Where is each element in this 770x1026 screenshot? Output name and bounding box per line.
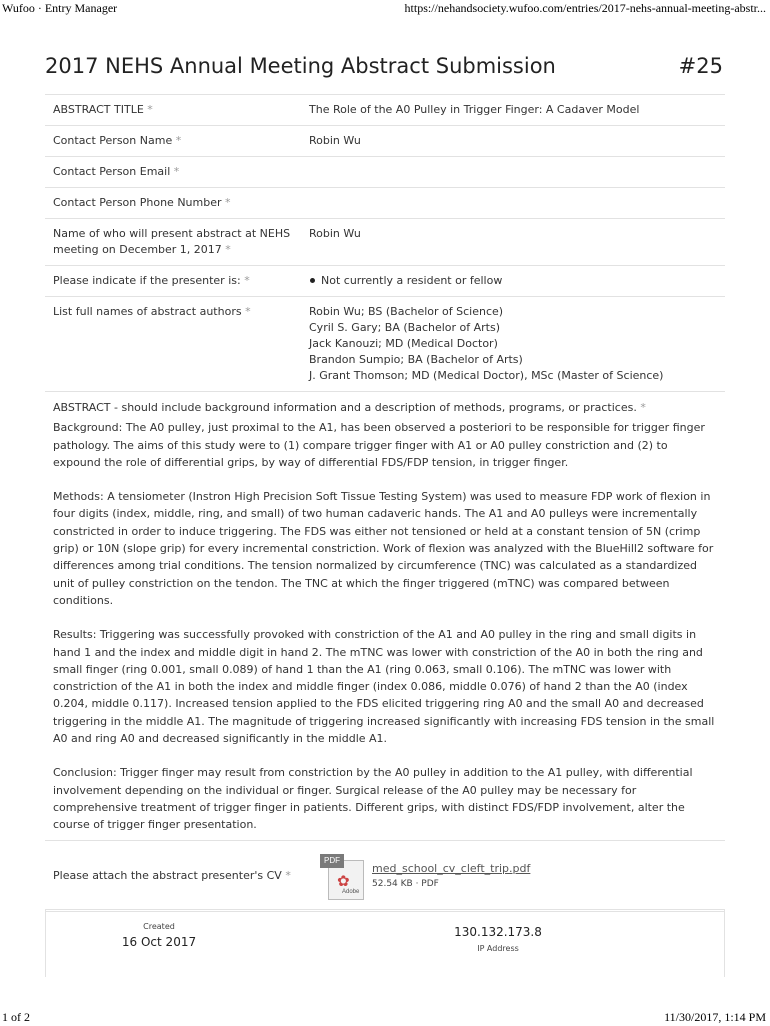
field-label: List full names of abstract authors * — [53, 305, 251, 318]
entry-meta-box — [45, 909, 725, 977]
abstract-label: ABSTRACT - should include background information and a description of methods, programs, or practices. * — [53, 401, 646, 414]
cv-file-link[interactable]: med_school_cv_cleft_trip.pdf — [372, 862, 531, 876]
abstract-paragraph: Results: Triggering was successfully provoked with constriction of the A1 and A0 pulley in the ring and small digits in hand 1 and the index and middle digit in hand 2. The mTNC was lower with constriction of the A0 in both the ring and small finger (ring 0.001, small 0.089) of hand 1 than the A1 (ring 0.063, small 0.106). The mTNC was lower with constriction of the A1 in both the index and middle finger (index 0.086, middle 0.076) of hand 2 than the A0 (index 0.204, middle 0.117). Increased tension applied to the FDS elicited triggering ring A0 and the small A0 and decreased triggering in the middle A1. The magnitude of triggering increased significantly with increasing FDS tension in the small A0 and ring A0 and decreased significantly in the middle A1. — [53, 628, 715, 746]
ip-value: 130.132.173.8 — [454, 925, 542, 939]
entry-fields — [45, 94, 725, 912]
ip-info — [385, 910, 611, 953]
entry-page — [45, 50, 725, 895]
print-header-url: https://nehandsociety.wufoo.com/entries/2017-nehs-annual-meeting-abstr... — [404, 1, 766, 15]
field-value: Robin Wu — [309, 227, 361, 240]
title-row — [45, 50, 725, 86]
abstract-section — [45, 392, 725, 841]
cv-file-meta: 52.54 KB · PDF — [372, 879, 439, 890]
file-info — [372, 862, 530, 889]
field-row-presenter-status — [45, 266, 725, 297]
field-value: Robin Wu — [309, 134, 361, 147]
field-row-contact-phone — [45, 188, 725, 219]
field-value — [300, 157, 725, 187]
pdf-file-icon[interactable] — [320, 854, 364, 898]
entry-number: #25 — [678, 54, 723, 78]
author-line: Robin Wu; BS (Bachelor of Science) — [309, 305, 504, 318]
author-line: Jack Kanouzi; MD (Medical Doctor) — [309, 337, 498, 350]
author-line: Brandon Sumpio; BA (Bachelor of Arts) — [309, 353, 523, 366]
field-value — [300, 188, 725, 218]
form-title: 2017 NEHS Annual Meeting Abstract Submission — [45, 54, 556, 78]
author-line: Cyril S. Gary; BA (Bachelor of Arts) — [309, 321, 501, 334]
bullet-icon — [310, 278, 315, 283]
field-row-contact-name — [45, 126, 725, 157]
print-header — [0, 1, 770, 17]
field-row-abstract-title — [45, 95, 725, 126]
field-label: Please indicate if the presenter is: * — [53, 274, 250, 287]
field-value: The Role of the A0 Pulley in Trigger Finger: A Cadaver Model — [309, 103, 640, 116]
pdf-tag: PDF — [320, 854, 344, 868]
cv-label: Please attach the abstract presenter's CV * — [53, 869, 291, 883]
field-label: ABSTRACT TITLE * — [53, 103, 153, 116]
adobe-brand: Adobe — [342, 888, 360, 895]
field-row-authors — [45, 297, 725, 392]
abstract-paragraph: Background: The A0 pulley, just proximal to the A1, has been observed a posteriori to be responsible for trigger finger pathology. The aims of this study were to (1) compare trigger finger with A1 or A0 pulley constriction and (2) to expound the role of differential grips, by way of differential FDS/FDP tension, in trigger finger. — [53, 421, 705, 469]
print-header-title: Wufoo · Entry Manager — [2, 1, 118, 15]
field-row-contact-email — [45, 157, 725, 188]
created-date: 16 Oct 2017 — [121, 935, 197, 949]
field-label: Contact Person Email * — [53, 165, 180, 178]
authors-list — [300, 297, 725, 391]
print-footer-page: 1 of 2 — [2, 1010, 30, 1024]
created-info — [46, 910, 272, 949]
author-line: J. Grant Thomson; MD (Medical Doctor), MSc (Master of Science) — [309, 369, 664, 382]
field-label: Contact Person Name * — [53, 134, 182, 147]
field-row-cv — [45, 841, 725, 912]
field-label: Name of who will present abstract at NEHS meeting on December 1, 2017 * — [53, 227, 291, 256]
field-label: Contact Person Phone Number * — [53, 196, 231, 209]
abstract-paragraph: Conclusion: Trigger finger may result from constriction by the A0 pulley in addition to the A1 pulley, with differential involvement depending on the individual or finger. Surgical release of the A0 pulley may be necessary for comprehensive treatment of trigger finger in patients. Different grips, with distinct FDS/FDP involvement, alter the course of trigger finger presentation. — [53, 766, 693, 832]
abstract-paragraph: Methods: A tensiometer (Instron High Precision Soft Tissue Testing System) was used to measure FDP work of flexion in four digits (index, middle, ring, and small) of two human cadaveric hands. The A1 and A0 pulleys were incrementally constricted in order to induce triggering. The FDS was either not tensioned or held at a constant tension of 5N (crimp grip) or 10N (slope grip) for every incremental constriction. Work of flexion was analyzed with the BlueHill2 software for differences among trial conditions. The tension normalized by circumference (TNC) was calculated as a standardized unit of pulley constriction on the tendon. The TNC at which the finger triggered (mTNC) was compared between conditions. — [53, 490, 714, 607]
created-label: Created — [143, 922, 175, 931]
field-row-presenter-name — [45, 219, 725, 266]
field-value: Not currently a resident or fellow — [300, 266, 725, 296]
acrobat-icon: ✿ — [337, 871, 350, 890]
ip-label: IP Address — [477, 944, 519, 953]
print-footer-datetime: 11/30/2017, 1:14 PM — [664, 1010, 766, 1024]
